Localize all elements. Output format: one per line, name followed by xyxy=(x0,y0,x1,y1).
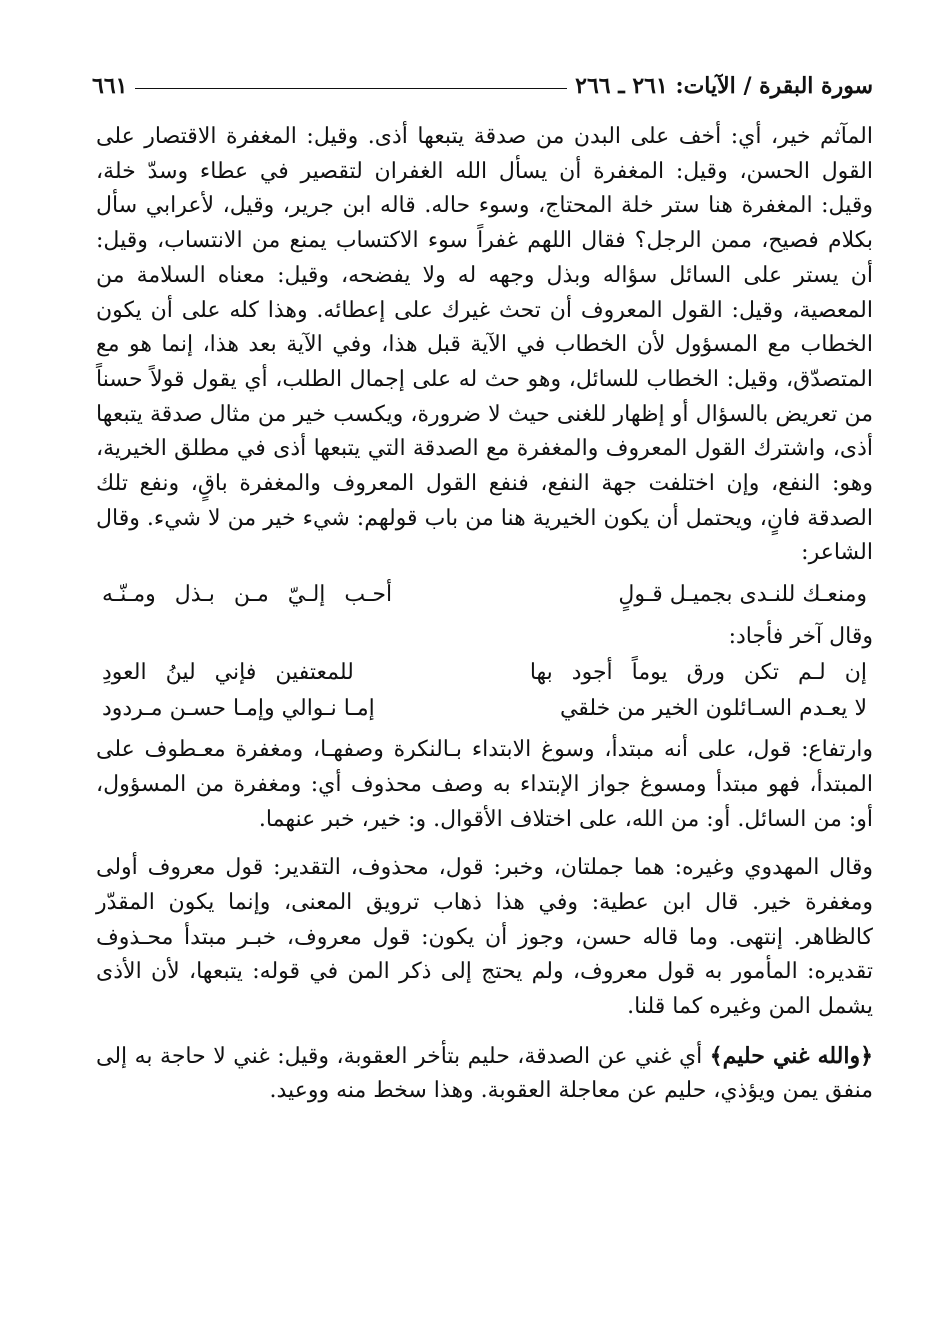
paragraph-4-text: أي غني عن الصدقة، حليم بتأخر العقوبة، وقيل: غني لا حاجة به إلى منفق يمن ويؤذي، حليم عن معاجلة العقوبة. وهذا سخط منه ووعيد. xyxy=(96,1043,873,1104)
paragraph-2: وارتفاع: قول، على أنه مبتدأ، وسوغ الابتداء بـالنكرة وصفهـا، ومغفرة معـطوف على المبتدأ، فهو مبتدأ ومسوغ جواز الإبتداء به وصف محذوف أي: ومغفرة من المسؤول، أو: من السائل. أو: من الله، على اختلاف الأقوال. و: خير، خبر عنهما. xyxy=(96,737,873,832)
poem-verse-1 xyxy=(96,577,873,613)
running-header xyxy=(92,66,873,106)
verse-3-first-hemistich: لا يعـدم السـائلون الخير من خلقي xyxy=(559,696,867,722)
paragraph-4 xyxy=(96,1039,873,1109)
verse-1-first-hemistich: ومنعـك للنـدى بجميـل قـولٍ xyxy=(618,582,867,608)
page-body xyxy=(96,120,873,1109)
quran-quote: ﴿والله غني حليم﴾ xyxy=(709,1042,874,1069)
verse-3-second-hemistich: إمـا نـوالي وإمـا حسـن مـردود xyxy=(102,696,375,722)
paragraph-1: المآثم خير، أي: أخف على البدن من صدقة يتبعها أذى. وقيل: المغفرة الاقتصار على القول الحسن، وقيل: المغفرة أن يسأل الله الغفران لتقصير في عطاء وسدّ خلة، وقيل: المغفرة هنا ستر خلة المحتاج، وسوء حاله. قاله ابن جرير، وقيل، لأعرابي سأل بكلام فصيح، ممن الرجل؟ فقال اللهم غفراً سوء الاكتساب يمنع من الانتساب، وقيل: أن يستر على السائل سؤاله وبذل وجهه له ولا يفضحه، وقيل: معناه السلامة من المعصية، وقيل: القول المعروف أن تحث غيرك على إعطائه. وهذا كله على أن يكون الخطاب مع المسؤول لأن الخطاب في الآية قبل هذا، وفي الآية بعد هذا، إنما هو مع المتصدّق، وقيل: الخطاب للسائل، وهو حث له على إجمال الطلب، أي يقول قولاً حسناً من تعريض بالسؤال أو إظهار للغنى حيث لا ضرورة، ويكسب خير من مثال صدقة يتبعها أذى، واشترك القول المعروف والمغفرة مع الصدقة التي يتبعها أذى في مطلق الخيرية، وهو: النفع، وإن اختلفت جهة النفع، فنفع القول المعروف والمغفرة باقٍ، ونفع تلك الصدقة فانٍ، ويحتمل أن يكون الخيرية هنا من باب قولهم: شيء خير من لا شيء. وقال الشاعر: xyxy=(96,124,873,566)
page-number: ٦٦١ xyxy=(92,73,128,99)
verse-2-second-hemistich: للمعتفين فإني لينُ العودِ xyxy=(102,660,354,686)
poem-verse-2 xyxy=(96,655,873,691)
poem-verse-3 xyxy=(96,691,873,727)
verse-2-first-hemistich: إن لـم تكن ورق يوماً أجود بها xyxy=(529,660,867,686)
verse-intro: وقال آخر فأجاد: xyxy=(728,624,873,650)
verse-1-second-hemistich: أحـب إلـيّ مـن بـذل ومـنّـه xyxy=(102,582,393,608)
paragraph-3: وقال المهدوي وغيره: هما جملتان، وخبر: قول، محذوف، التقدير: قول معروف أولى ومغفرة خير. قال ابن عطية: وفي هذا ذهاب ترويق المعنى، وإنما يكون المقدّر كالظاهر. إنتهى. وما قاله حسن، وجوز أن يكون: قول معروف، خبـر مبتدأ محـذوف تقديره: المأمور به قول معروف، ولم يحتج إلى ذكر المن في قوله: يتبعها، لأن الأذى يشمل المن وغيره كما قلنا. xyxy=(96,855,873,1020)
header-title: سورة البقرة / الآيات: ٢٦١ ـ ٢٦٦ xyxy=(575,73,873,99)
header-rule xyxy=(135,88,567,89)
